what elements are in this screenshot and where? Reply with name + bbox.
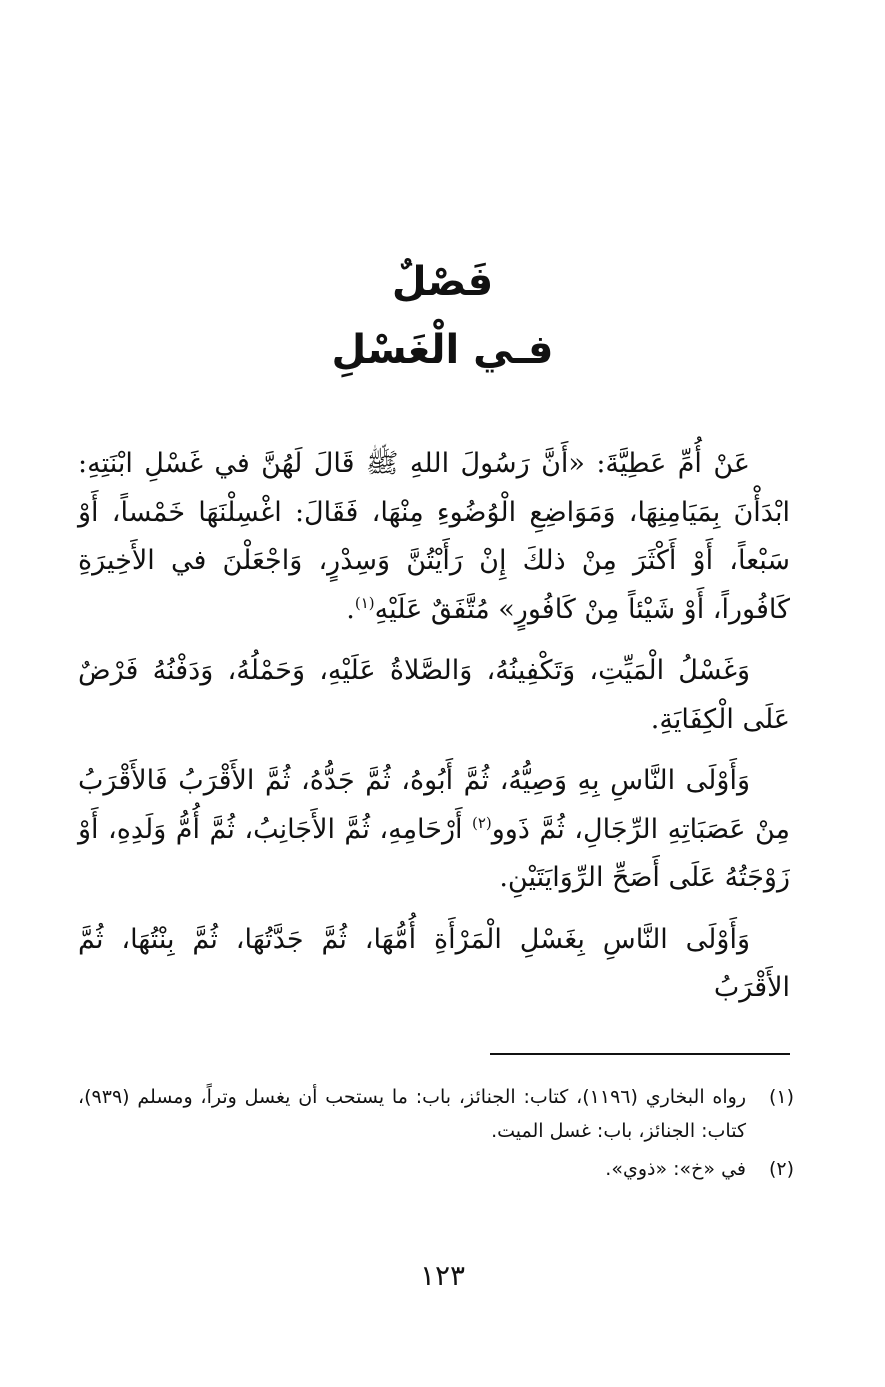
paragraph-women	[78, 916, 790, 1013]
paragraph-text: وَأَوْلَى النَّاسِ بِهِ وَصِيُّهُ، ثُمَّ أَبُوهُ، ثُمَّ جَدُّهُ، ثُمَّ الأَقْرَبُ فَالأَقْرَبُ مِنْ عَصَبَاتِهِ الرِّجَالِ، ثُمَّ ذَوو	[78, 765, 790, 845]
footnote-separator	[490, 1053, 790, 1055]
footnote-number: (١)	[768, 1086, 794, 1108]
section-heading: فَصْلٌ	[391, 259, 494, 305]
page-number: ١٢٣	[419, 1259, 466, 1292]
paragraph-hadith	[78, 440, 790, 634]
paragraph-tail: .	[346, 593, 355, 625]
footnote-marker-2[interactable]: (٢)	[471, 813, 492, 832]
paragraph-text: عَنْ أُمِّ عَطِيَّةَ: «أَنَّ رَسُولَ اللهِ ﷺ قَالَ لَهُنَّ في غَسْلِ ابْنَتِهِ: ابْدَأْنَ بِمَيَامِنِهَا، وَمَوَاضِعِ الْوُضُوءِ مِنْهَا، فَقَالَ: اغْسِلْنَهَا خَمْساً، أَوْ سَبْعاً، أَوْ أَكْثَرَ مِنْ ذلكَ إِنْ رَأَيْتُنَّ وَسِدْرٍ، وَاجْعَلْنَ في الأَخِيرَةِ كَافُوراً، أَوْ شَيْئاً مِنْ كَافُورٍ» مُتَّفَقٌ عَلَيْهِ	[78, 448, 790, 625]
paragraph-text: وَأَوْلَى النَّاسِ بِغَسْلِ الْمَرْأَةِ أُمُّهَا، ثُمَّ جَدَّتُهَا، ثُمَّ بِنْتُهَا، ثُمَّ الأَقْرَبُ	[78, 923, 790, 1003]
footnote-item	[78, 1080, 794, 1148]
footnotes	[78, 1080, 794, 1190]
footnote-marker-1[interactable]: (١)	[354, 593, 375, 612]
paragraph-tail: أَرْحَامِهِ، ثُمَّ الأَجَانِبُ، ثُمَّ أُمُّ وَلَدِهِ، أَوْ زَوْجَتُهُ عَلَى أَصَحِّ الرِّوَايَتَيْنِ.	[78, 813, 790, 893]
footnote-text: رواه البخاري (١١٩٦)، كتاب: الجنائز، باب: ما يستحب أن يغسل وتراً، ومسلم (٩٣٩)، كتاب: الجنائز، باب: غسل الميت.	[78, 1086, 746, 1142]
footnote-number: (٢)	[768, 1158, 794, 1180]
footnote-item	[78, 1152, 794, 1186]
paragraph-precedence	[78, 757, 790, 903]
main-text	[78, 440, 790, 1013]
paragraph-obligation	[78, 647, 790, 744]
footnote-text: في «خ»: «ذوي».	[605, 1158, 746, 1180]
paragraph-text: وَغَسْلُ الْمَيِّتِ، وَتَكْفِينُهُ، وَالصَّلاةُ عَلَيْهِ، وَحَمْلُهُ، وَدَفْنُهُ فَرْضٌ عَلَى الْكِفَايَةِ.	[78, 655, 790, 735]
section-subheading: فـي الْغَسْلِ	[331, 327, 554, 373]
